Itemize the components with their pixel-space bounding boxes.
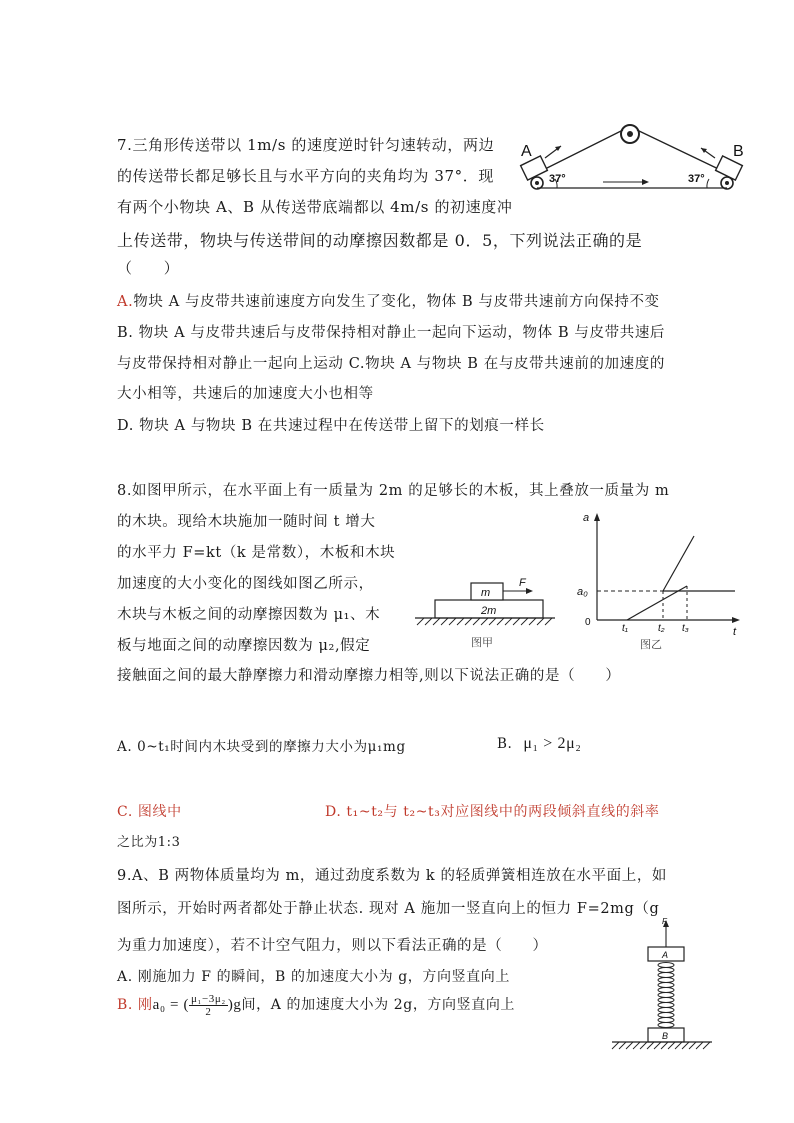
q7-option-d: D. 物块 A 与物块 B 在共速过程中在传送带上留下的划痕一样长 bbox=[117, 418, 545, 434]
q8-option-b-formula: μ₁ > 2μ₂ bbox=[523, 735, 582, 752]
q7-angle-right: 37° bbox=[688, 173, 705, 185]
q8-option-a: A. 0~t₁时间内木块受到的摩擦力大小为μ₁mg bbox=[117, 739, 406, 755]
q9-fig-a: A bbox=[662, 950, 669, 960]
q8-line-5: 木块与木板之间的动摩擦因数为 μ₁、木 bbox=[117, 607, 381, 623]
q7-option-a bbox=[117, 290, 660, 311]
q9-line-1: 9.A、B 两物体质量均为 m，通过劲度系数为 k 的轻质弹簧相连放在水平面上，如 bbox=[117, 868, 668, 884]
q9-option-b-text: A 的加速度大小为 2g，方向竖直向上 bbox=[270, 997, 516, 1013]
q9-option-b-mid: 间， bbox=[241, 997, 271, 1013]
q8-figure-yi bbox=[575, 508, 745, 653]
q8-fig-yi-t2: t₂ bbox=[658, 623, 665, 634]
q8-line-6: 板与地面之间的动摩擦因数为 μ₂,假定 bbox=[117, 638, 371, 654]
q8-option-b bbox=[497, 735, 581, 753]
q7-line-1: 7.三角形传送带以 1m/s 的速度逆时针匀速转动，两边 bbox=[117, 136, 495, 154]
q7-line-4: 上传送带，物块与传送带间的动摩擦因数都是 0．5，下列说法正确的是 bbox=[117, 231, 643, 250]
q9-option-b-fraction-den: 2 bbox=[205, 1005, 212, 1018]
q8-fig-yi-a: a bbox=[583, 512, 590, 524]
q9-option-b-fraction-num: μ₁−3μ₂ bbox=[191, 992, 226, 1005]
q8-fig-yi-t: t bbox=[733, 626, 737, 638]
q8-line-1: 8.如图甲所示，在水平面上有一质量为 2m 的足够长的木板，其上叠放一质量为 m bbox=[117, 483, 670, 499]
q8-fig-yi-caption: 图乙 bbox=[640, 639, 662, 651]
q9-option-a-prefix: A. 刚施加力 F 的瞬间， bbox=[117, 969, 276, 985]
q8-fig-jia-2m: 2m bbox=[481, 605, 497, 617]
q9-spring-figure bbox=[608, 915, 718, 1055]
q7-option-a-label: A. bbox=[117, 294, 134, 310]
q8-fig-yi-t3: t₃ bbox=[682, 623, 689, 634]
q8-option-d bbox=[325, 801, 660, 821]
q8-option-b-label: B. bbox=[497, 736, 513, 752]
q7-label-b: B bbox=[733, 143, 744, 160]
q9-option-b-prefix: B. 刚 bbox=[117, 997, 153, 1013]
q8-fig-yi-t1: t₁ bbox=[622, 623, 628, 634]
q8-option-d-text: D. t₁~t₂与 t₂~t₃对应图线中的两段倾斜直线的斜率 bbox=[325, 804, 660, 820]
q7-conveyor-figure bbox=[515, 120, 755, 200]
q8-fig-jia-force: F bbox=[519, 577, 526, 589]
q8-line-3: 的水平力 F=kt（k 是常数），木板和木块 bbox=[117, 545, 396, 561]
q9-fig-force: F bbox=[662, 917, 667, 926]
q7-line-5: （ ） bbox=[117, 259, 180, 277]
q8-fig-jia-caption: 图甲 bbox=[471, 637, 493, 649]
q9-option-b bbox=[117, 991, 515, 1019]
q8-option-d-line2: 之比为1:3 bbox=[117, 835, 181, 850]
q8-fig-jia-m: m bbox=[481, 587, 491, 599]
q7-label-a: A bbox=[521, 143, 532, 160]
q8-fig-yi-origin: 0 bbox=[585, 617, 591, 628]
q9-fig-b: B bbox=[662, 1031, 669, 1041]
q7-line-3: 有两个小物块 A、B 从传送带底端都以 4m/s 的初速度冲 bbox=[117, 198, 513, 216]
q9-option-b-formula-lhs: a₀ = ( bbox=[152, 997, 190, 1013]
q9-option-a bbox=[117, 966, 510, 986]
q7-angle-left: 37° bbox=[549, 173, 566, 185]
q9-option-b-fraction bbox=[189, 993, 228, 1018]
q7-option-c-line2: 大小相等，共速后的加速度大小也相等 bbox=[117, 386, 374, 402]
q9-line-3: 为重力加速度），若不计空气阻力，则以下看法正确的是（ ） bbox=[117, 938, 548, 954]
q7-option-b-line2: 与皮带保持相对静止一起向上运动 C.物块 A 与物块 B 在与皮带共速前的加速度的 bbox=[117, 356, 665, 372]
q7-option-b-line1: B. 物块 A 与皮带共速后与皮带保持相对静止一起向下运动，物体 B 与皮带共速后 bbox=[117, 325, 666, 341]
q8-line-4: 加速度的大小变化的图线如图乙所示， bbox=[117, 576, 374, 592]
q8-figure-jia bbox=[405, 570, 555, 650]
q8-line-2: 的木块。现给木块施加一随时间 t 增大 bbox=[117, 514, 376, 530]
q8-option-c: C. 图线中 bbox=[117, 804, 182, 820]
q9-line-2: 图所示，开始时两者都处于静止状态. 现对 A 施加一竖直向上的恒力 F=2mg（g bbox=[117, 901, 660, 917]
q7-line-2: 的传送带长都足够长且与水平方向的夹角均为 37°．现 bbox=[117, 167, 494, 185]
q8-fig-yi-a0: a₀ bbox=[577, 586, 588, 598]
q9-option-b-formula-rhs: )g bbox=[227, 997, 242, 1013]
q8-line-7: 接触面之间的最大静摩擦力和滑动摩擦力相等,则以下说法正确的是（ ） bbox=[117, 668, 621, 684]
q9-option-a-text: B 的加速度大小为 g，方向竖直向上 bbox=[275, 969, 510, 985]
q7-option-a-text: 物块 A 与皮带共速前速度方向发生了变化，物体 B 与皮带共速前方向保持不变 bbox=[133, 294, 660, 310]
